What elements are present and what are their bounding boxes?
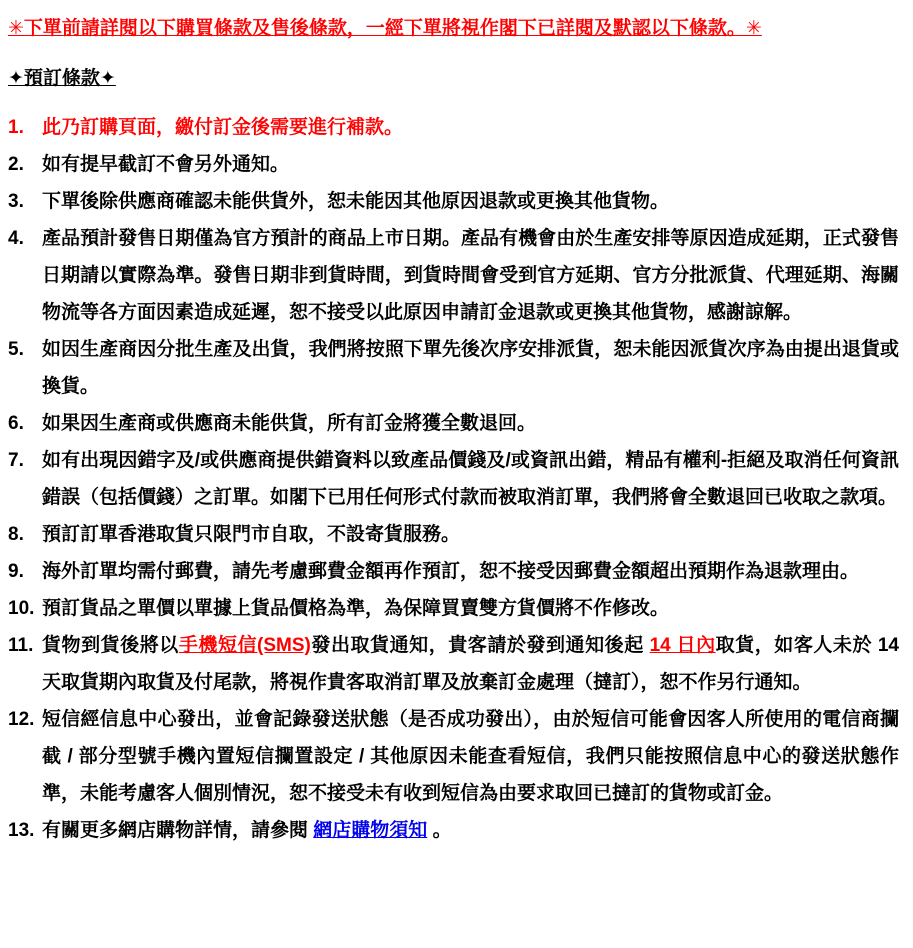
term-text xyxy=(42,812,899,849)
term-text xyxy=(42,183,899,220)
terms-list xyxy=(8,109,899,849)
term-text xyxy=(42,220,899,331)
term-segment: 如有提早截訂不會另外通知。 xyxy=(42,154,290,175)
term-item-1 xyxy=(8,109,899,146)
term-segment: 取貨，如客人未於 14 天取貨期內取貨及付尾款，將視作貴客取消訂單及放棄訂金處理（撻訂），恕不作另行通知。 xyxy=(42,635,899,693)
shop-guide-link[interactable]: 網店購物須知 xyxy=(313,820,428,841)
term-item-6 xyxy=(8,405,899,442)
term-segment: 14 日內 xyxy=(649,635,716,656)
term-number: 3. xyxy=(8,191,24,212)
term-text xyxy=(42,701,899,812)
section-title-preorder-terms: ✦預訂條款✦ xyxy=(8,68,116,89)
term-number: 6. xyxy=(8,413,24,434)
term-item-11 xyxy=(8,627,899,701)
term-number: 7. xyxy=(8,450,24,471)
term-item-8 xyxy=(8,516,899,553)
term-item-9 xyxy=(8,553,899,590)
term-text xyxy=(42,553,899,590)
term-segment: 有關更多網店購物詳情，請參閱 xyxy=(42,820,314,841)
term-item-7 xyxy=(8,442,899,516)
term-number: 4. xyxy=(8,228,24,249)
term-segment: 預訂貨品之單價以單據上貨品價格為準，為保障買賣雙方貨價將不作修改。 xyxy=(42,598,670,619)
term-text xyxy=(42,146,899,183)
term-segment: 貨物到貨後將以 xyxy=(42,635,179,656)
term-text xyxy=(42,516,899,553)
term-text xyxy=(42,109,899,146)
term-item-12 xyxy=(8,701,899,812)
term-segment: 如有出現因錯字及/或供應商提供錯資料以致產品價錢及/或資訊出錯，精品有權利-拒絕及取消任何資訊錯誤（包括價錢）之訂單。如閣下已用任何形式付款而被取消訂單，我們將會全數退回已收取之款項。 xyxy=(42,450,899,508)
purchase-terms-notice: ✳下單前請詳閱以下購買條款及售後條款，一經下單將視作閣下已詳閱及默認以下條款。✳ xyxy=(8,18,762,39)
term-number: 8. xyxy=(8,524,24,545)
term-text xyxy=(42,405,899,442)
term-item-13 xyxy=(8,812,899,849)
term-number: 1. xyxy=(8,117,24,138)
term-item-2 xyxy=(8,146,899,183)
term-number: 2. xyxy=(8,154,24,175)
term-segment: 產品預計發售日期僅為官方預計的商品上市日期。產品有機會由於生產安排等原因造成延期，正式發售日期請以實際為準。發售日期非到貨時間，到貨時間會受到官方延期、官方分批派貨、代理延期、海關物流等各方面因素造成延遲，恕不接受以此原因申請訂金退款或更換其他貨物，感謝諒解。 xyxy=(42,228,899,323)
term-item-10 xyxy=(8,590,899,627)
term-number: 12. xyxy=(8,709,35,730)
term-text xyxy=(42,331,899,405)
term-item-3 xyxy=(8,183,899,220)
term-item-4 xyxy=(8,220,899,331)
term-text xyxy=(42,590,899,627)
term-segment: 發出取貨通知，貴客請於發到通知後起 xyxy=(310,635,650,656)
term-segment: 如因生產商因分批生產及出貨，我們將按照下單先後次序安排派貨，恕未能因派貨次序為由提出退貨或換貨。 xyxy=(42,339,899,397)
term-number: 10. xyxy=(8,598,35,619)
term-number: 9. xyxy=(8,561,24,582)
term-item-5 xyxy=(8,331,899,405)
term-segment: 短信經信息中心發出，並會記錄發送狀態（是否成功發出），由於短信可能會因客人所使用的電信商攔截 / 部分型號手機內置短信攔置設定 / 其他原因未能查看短信，我們只能按照信息中心的發送狀態作準，未能考慮客人個別情況，恕不接受未有收到短信為由要求取回已撻訂的貨物或訂金。 xyxy=(42,709,899,804)
term-segment: 此乃訂購頁面，繳付訂金後需要進行補款。 xyxy=(42,117,404,138)
term-number: 11. xyxy=(8,635,34,656)
term-text xyxy=(42,442,899,516)
term-segment: 手機短信(SMS) xyxy=(178,635,311,656)
term-segment: 如果因生產商或供應商未能供貨，所有訂金將獲全數退回。 xyxy=(42,413,537,434)
term-number: 13. xyxy=(8,820,35,841)
term-segment: 。 xyxy=(427,820,452,841)
term-number: 5. xyxy=(8,339,24,360)
term-segment: 海外訂單均需付郵費，請先考慮郵費金額再作預訂，恕不接受因郵費金額超出預期作為退款理由。 xyxy=(42,561,860,582)
term-text xyxy=(42,627,899,701)
term-segment: 下單後除供應商確認未能供貨外，恕未能因其他原因退款或更換其他貨物。 xyxy=(42,191,670,212)
term-segment: 預訂訂單香港取貨只限門市自取，不設寄貨服務。 xyxy=(42,524,461,545)
